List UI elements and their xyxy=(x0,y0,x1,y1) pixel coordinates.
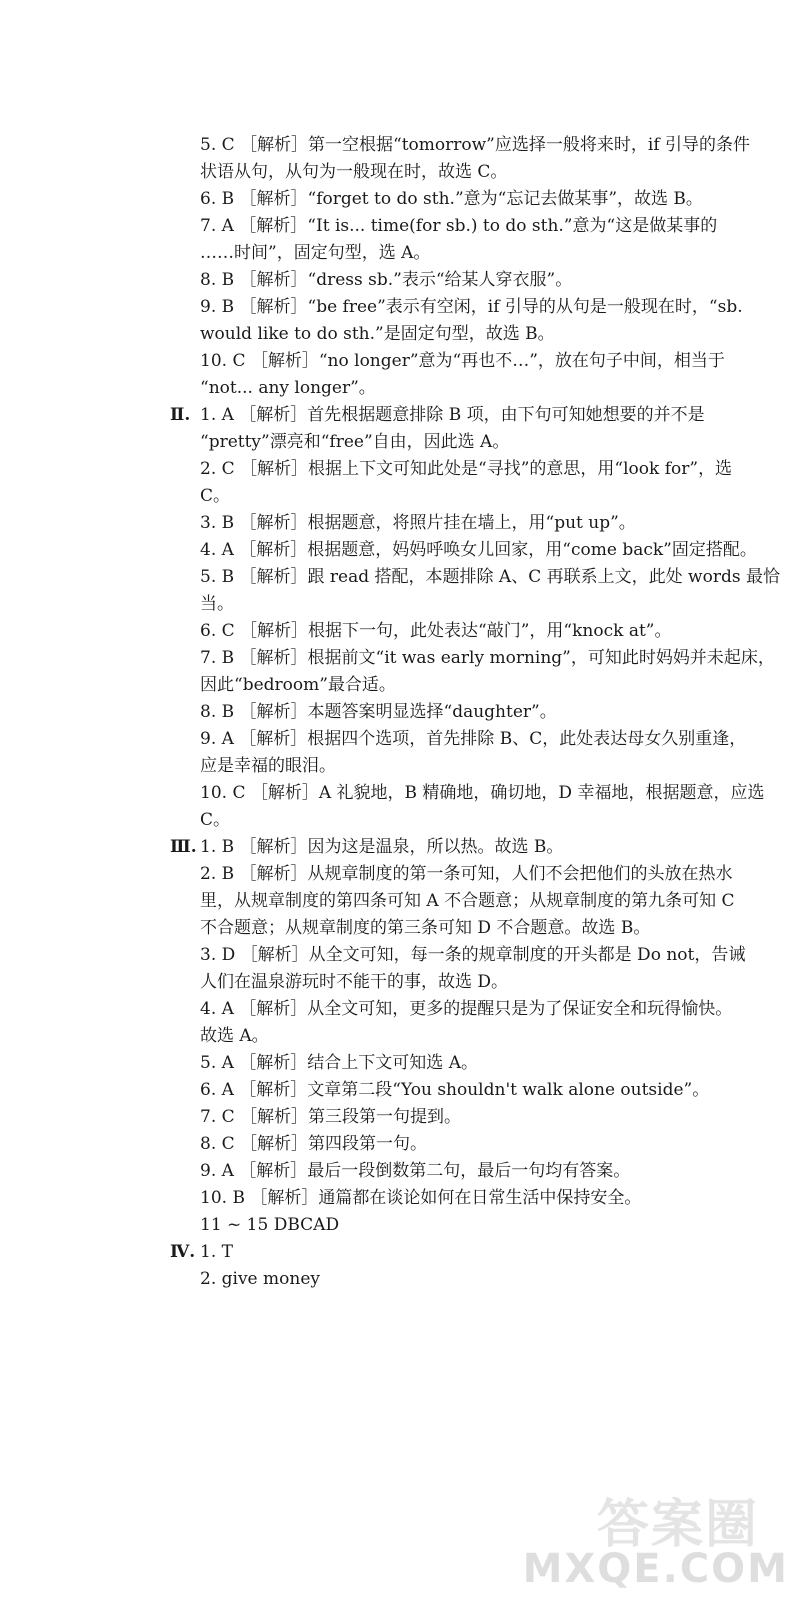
answer-line: 因此“bedroom”最合适。 xyxy=(200,675,396,695)
answer-line: 1. T xyxy=(200,1242,233,1262)
watermark-logo: 答案圈 xyxy=(596,1495,759,1555)
watermark-url: MXQE.COM xyxy=(522,1546,789,1592)
answer-line: 9. A ［解析］最后一段倒数第二句，最后一句均有答案。 xyxy=(200,1161,631,1181)
answer-line: “pretty”漂亮和“free”自由，因此选 A。 xyxy=(200,432,510,452)
answer-line: ……时间”，固定句型，选 A。 xyxy=(200,243,431,263)
answer-line: 状语从句，从句为一般现在时，故选 C。 xyxy=(200,162,508,182)
answer-line: C。 xyxy=(200,486,231,506)
answer-line: 3. D ［解析］从全文可知，每一条的规章制度的开头都是 Do not，告诫 xyxy=(200,945,746,965)
section-number-3: Ⅲ. xyxy=(170,837,197,857)
answer-line: would like to do sth.”是固定句型，故选 B。 xyxy=(200,324,555,344)
answer-line: 8. C ［解析］第四段第一句。 xyxy=(200,1134,428,1154)
answer-line: 10. C ［解析］A 礼貌地，B 精确地，确切地，D 幸福地，根据题意，应选 xyxy=(200,783,765,803)
answer-line: 9. A ［解析］根据四个选项，首先排除 B、C，此处表达母女久别重逢， xyxy=(200,729,747,749)
answer-line: 9. B ［解析］“be free”表示有空闲，if 引导的从句是一般现在时，“sb. xyxy=(200,297,743,317)
answer-line: 5. C ［解析］第一空根据“tomorrow”应选择一般将来时，if 引导的条件 xyxy=(200,135,751,155)
answer-line: 5. B ［解析］跟 read 搭配，本题排除 A、C 再联系上文，此处 words 最恰 xyxy=(200,567,780,587)
answer-line: 10. B ［解析］通篇都在谈论如何在日常生活中保持安全。 xyxy=(200,1188,642,1208)
answer-line: 8. B ［解析］“dress sb.”表示“给某人穿衣服”。 xyxy=(200,270,573,290)
answer-line: “not... any longer”。 xyxy=(200,378,376,398)
answer-line: 6. B ［解析］“forget to do sth.”意为“忘记去做某事”，故选 B。 xyxy=(200,189,703,209)
answer-line: 5. A ［解析］结合上下文可知选 A。 xyxy=(200,1053,478,1073)
answer-line: 6. A ［解析］文章第二段“You shouldn't walk alone outside”。 xyxy=(200,1080,710,1100)
answer-line: 2. give money xyxy=(200,1269,320,1289)
answer-line: 7. C ［解析］第三段第一句提到。 xyxy=(200,1107,462,1127)
answer-line: 8. B ［解析］本题答案明显选择“daughter”。 xyxy=(200,702,557,722)
answer-line: 1. A ［解析］首先根据题意排除 B 项，由下句可知她想要的并不是 xyxy=(200,405,705,425)
watermark xyxy=(409,1482,789,1592)
answer-line: 里，从规章制度的第四条可知 A 不合题意；从规章制度的第九条可知 C xyxy=(200,891,735,911)
section-number-4: Ⅳ. xyxy=(170,1242,196,1262)
answer-line: 2. C ［解析］根据上下文可知此处是“寻找”的意思，用“look for”，选 xyxy=(200,459,733,479)
answer-line: 应是幸福的眼泪。 xyxy=(200,756,336,776)
answer-line: 11 ~ 15 DBCAD xyxy=(200,1215,340,1235)
answer-line: 4. A ［解析］根据题意，妈妈呼唤女儿回家，用“come back”固定搭配。 xyxy=(200,540,757,560)
answer-line: 人们在温泉游玩时不能干的事，故选 D。 xyxy=(200,972,509,992)
answer-line: 4. A ［解析］从全文可知，更多的提醒只是为了保证安全和玩得愉快。 xyxy=(200,999,733,1019)
answer-line: 7. A ［解析］“It is... time(for sb.) to do sth.”意为“这是做某事的 xyxy=(200,216,718,236)
answer-line: 6. C ［解析］根据下一句，此处表达“敲门”，用“knock at”。 xyxy=(200,621,672,641)
answer-line: 10. C ［解析］“no longer”意为“再也不…”，放在句子中间，相当于 xyxy=(200,351,725,371)
answer-line: 故选 A。 xyxy=(200,1026,269,1046)
answer-line: 不合题意；从规章制度的第三条可知 D 不合题意。故选 B。 xyxy=(200,918,651,938)
answer-line: 当。 xyxy=(200,594,234,614)
answer-line: 1. B ［解析］因为这是温泉，所以热。故选 B。 xyxy=(200,837,564,857)
answer-line: 2. B ［解析］从规章制度的第一条可知，人们不会把他们的头放在热水 xyxy=(200,864,733,884)
answer-line: 7. B ［解析］根据前文“it was early morning”，可知此时妈妈并未起床， xyxy=(200,648,775,668)
answer-line: 3. B ［解析］根据题意，将照片挂在墙上，用“put up”。 xyxy=(200,513,636,533)
section-number-2: Ⅱ. xyxy=(170,405,191,425)
answer-line: C。 xyxy=(200,810,231,830)
